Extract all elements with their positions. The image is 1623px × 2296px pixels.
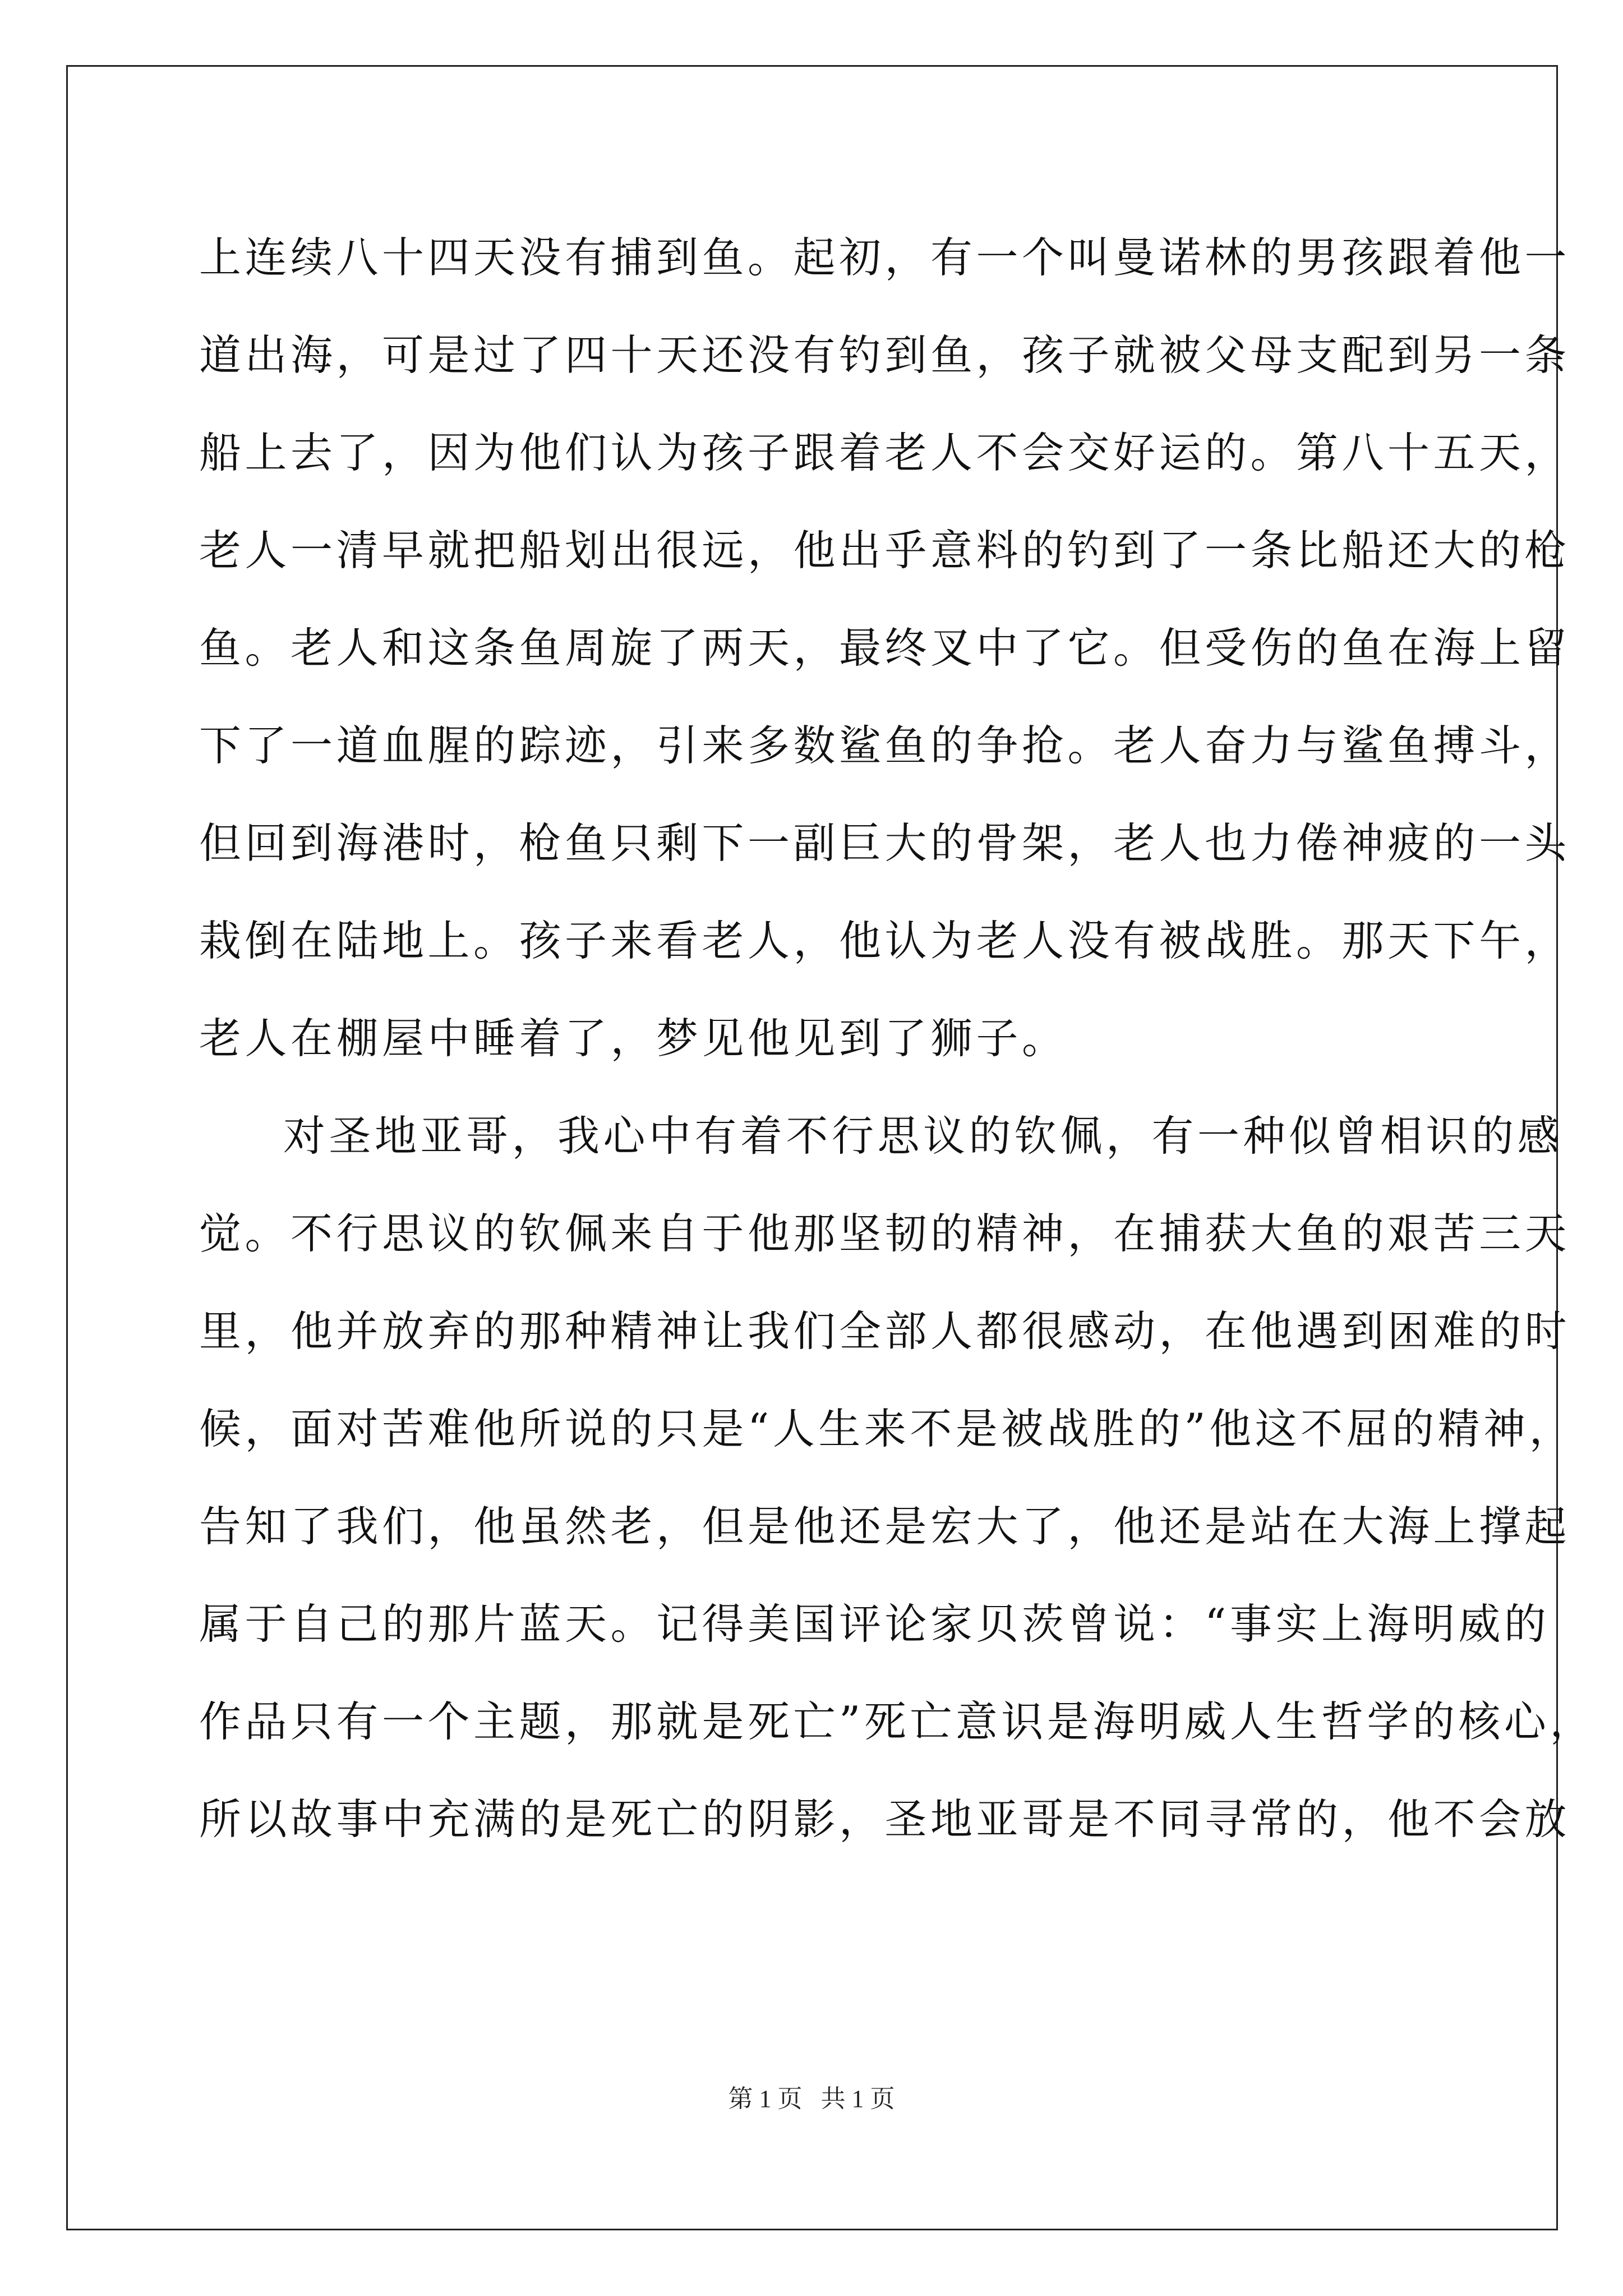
text-line: 告知了我们，他虽然老，但是他还是宏大了，他还是站在大海上撑起 <box>199 1502 1571 1551</box>
text-line: 下了一道血腥的踪迹，引来多数鲨鱼的争抢。老人奋力与鲨鱼搏斗， <box>199 721 1571 770</box>
text-line: 作品只有一个主题，那就是死亡”死亡意识是海明威人生哲学的核心， <box>199 1697 1596 1746</box>
text-line: 但回到海港时，枪鱼只剩下一副巨大的骨架，老人也力倦神疲的一头 <box>199 818 1571 868</box>
text-line: 觉。不行思议的钦佩来自于他那坚韧的精神，在捕获大鱼的艰苦三天 <box>199 1209 1571 1258</box>
text-line: 鱼。老人和这条鱼周旋了两天，最终叉中了它。但受伤的鱼在海上留 <box>199 623 1571 673</box>
text-line: 里，他并放弃的那种精神让我们全部人都很感动，在他遇到困难的时 <box>199 1306 1571 1356</box>
text-line: 所以故事中充满的是死亡的阴影，圣地亚哥是不同寻常的，他不会放 <box>199 1795 1571 1844</box>
text-line: 老人在棚屋中睡着了，梦见他见到了狮子。 <box>199 1014 1068 1063</box>
text-line: 老人一清早就把船划出很远，他出乎意料的钓到了一条比船还大的枪 <box>199 526 1571 575</box>
page-footer: 第 1 页 共 1 页 <box>728 2085 895 2113</box>
body-text <box>199 209 1596 1868</box>
text-line: 候，面对苦难他所说的只是“人生来不是被战胜的”他这不屈的精神， <box>199 1404 1575 1453</box>
text-line: 船上去了，因为他们认为孩子跟着老人不会交好运的。第八十五天， <box>199 428 1571 477</box>
text-line: 属于自己的那片蓝天。记得美国评论家贝茨曾说：“事实上海明威的 <box>199 1599 1550 1649</box>
paragraph-first-line: 对圣地亚哥，我心中有着不行思议的钦佩，有一种似曾相识的感 <box>283 1111 1564 1161</box>
text-line: 栽倒在陆地上。孩子来看老人，他认为老人没有被战胜。那天下午， <box>199 916 1571 965</box>
text-line: 道出海，可是过了四十天还没有钓到鱼，孩子就被父母支配到另一条 <box>199 330 1571 380</box>
text-line: 上连续八十四天没有捕到鱼。起初，有一个叫曼诺林的男孩跟着他一 <box>199 233 1571 282</box>
